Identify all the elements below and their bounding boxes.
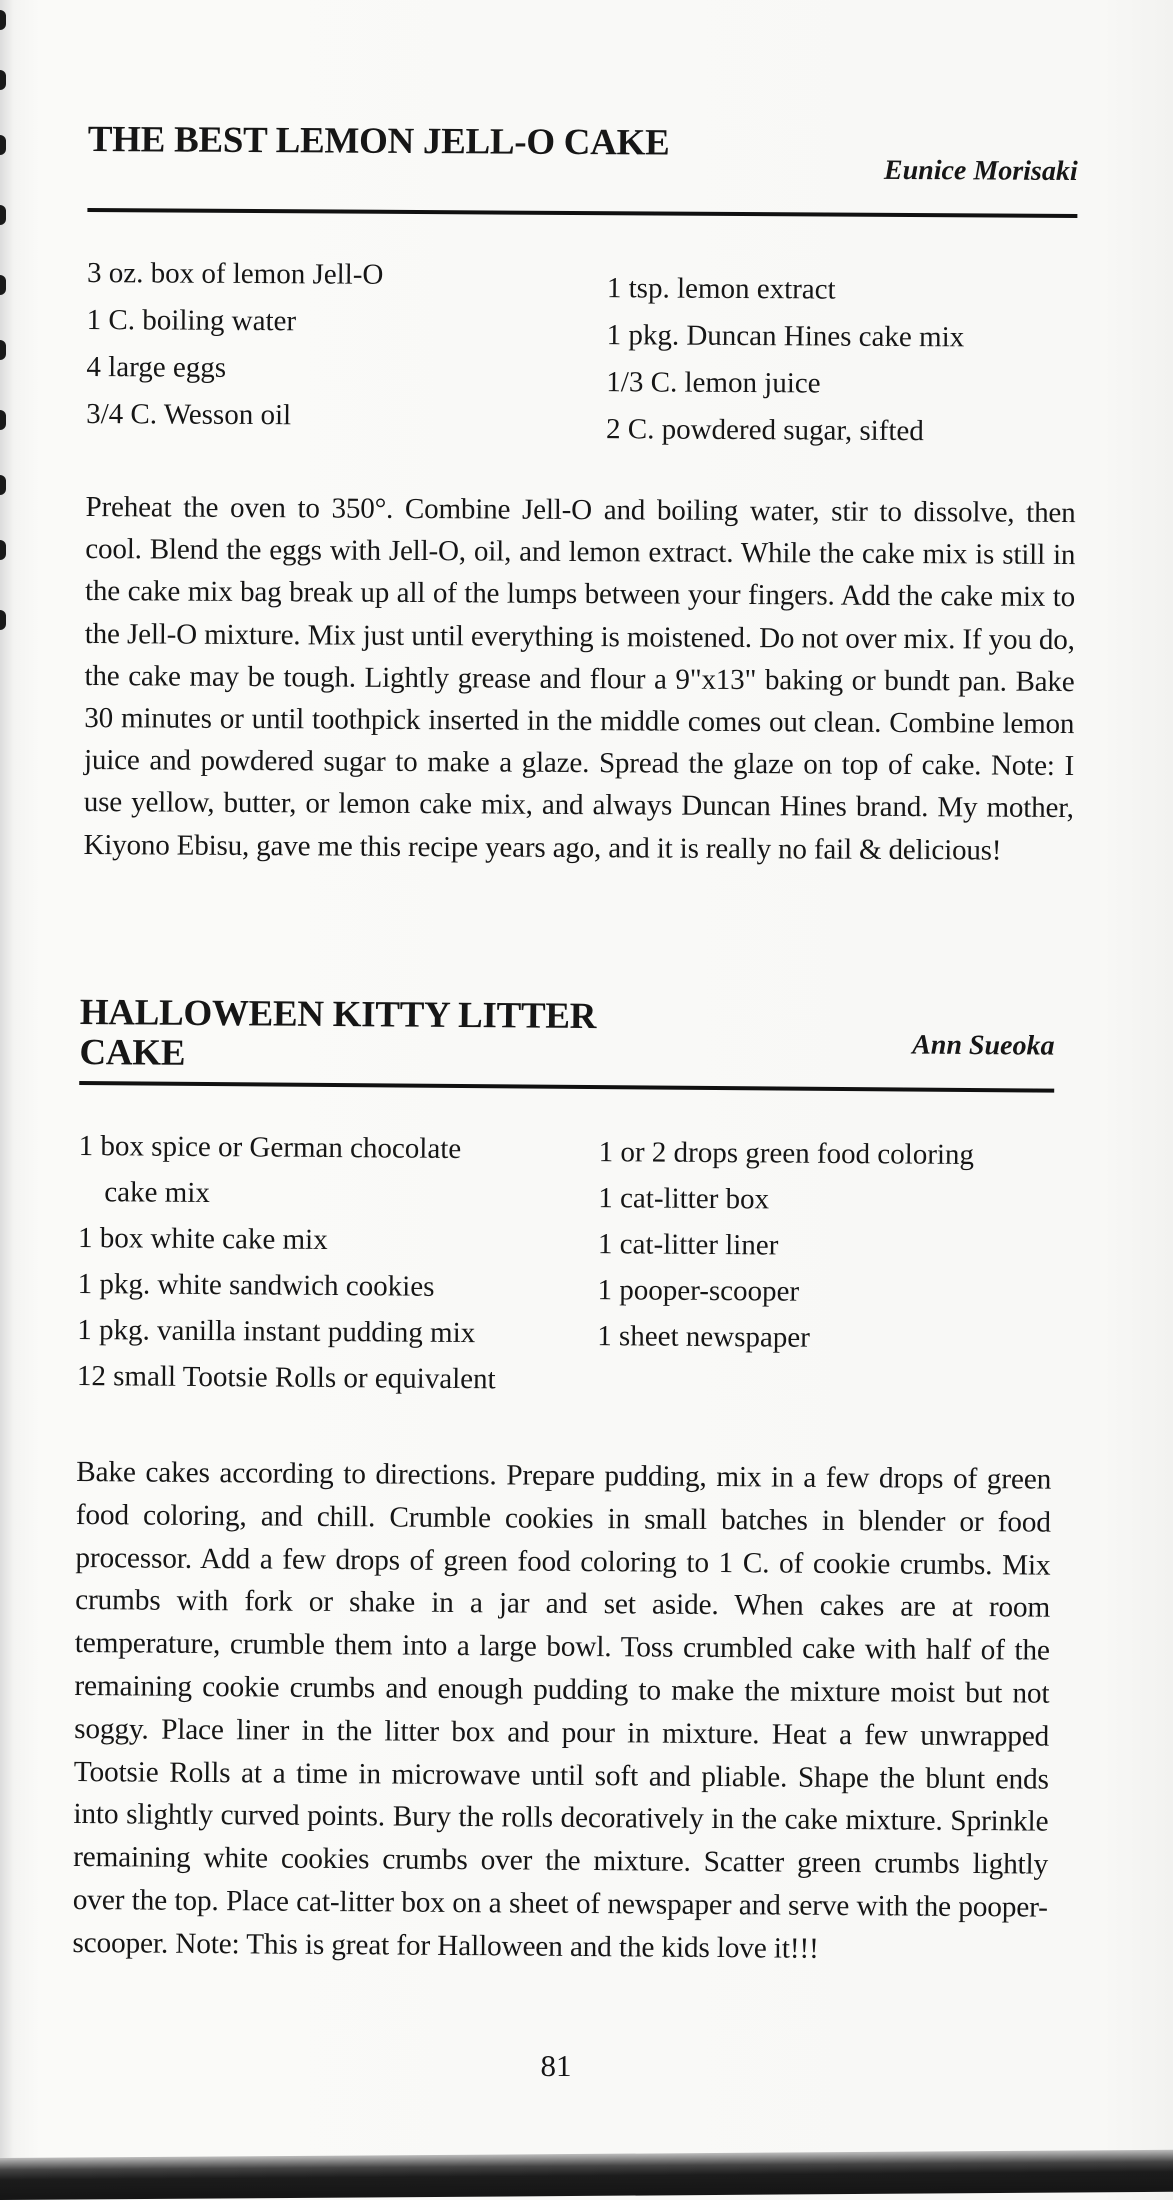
ingredient-item: 1 sheet newspaper [597, 1320, 810, 1354]
recipe-method: Preheat the oven to 350°. Combine Jell-O and boiling water, stir to dissolve, then cool. Blend the eggs with Jell-O, oil, and lemon extract. While the cake mix is still in the cake mix bag break up all of the lumps between your fingers. Add the cake mix to the Jell-O mixture. Mix just until everything is moistened. Do not over mix. If you do, the cake may be tough. Lightly grease and flour a 9"x13" baking or bundt pan. Bake 30 minutes or until toothpick inserted in the middle comes out clean. Combine lemon juice and powdered sugar to make a glaze. Spread the glaze on top of cake. Note: I use yellow, butter, or lemon cake mix, and always Duncan Hines brand. My mother, Kiyono Ebisu, gave me this recipe years ago, and it is really no fail & delicious! [83, 490, 1076, 867]
ingredient-item: 1 pkg. white sandwich cookies [77, 1267, 435, 1303]
ingredients-column-left [86, 250, 607, 453]
ingredients-column-right [606, 253, 1077, 456]
ingredients-list [77, 1123, 1054, 1407]
recipe-author: Eunice Morisaki [883, 154, 1078, 188]
ingredient-item: 1 pkg. vanilla instant pudding mix [77, 1313, 476, 1350]
recipe-title: HALLOWEEN KITTY LITTER CAKE [79, 991, 597, 1074]
page-bottom-shadow [0, 2150, 1173, 2200]
recipe-author: Ann Sueoka [912, 1029, 1055, 1062]
title-rule [79, 1081, 1054, 1093]
recipe-header [87, 112, 1078, 218]
ingredient-item [78, 1123, 599, 1219]
ingredient-item: 1 C. boiling water [86, 303, 297, 338]
ingredient-item: 2 C. powdered sugar, sifted [605, 413, 924, 448]
ingredient-item: 1 tsp. lemon extract [606, 272, 836, 306]
ingredient-item: 12 small Tootsie Rolls or equivalent [76, 1359, 496, 1396]
ingredients-list [86, 250, 1077, 456]
ingredient-continuation: cake mix [104, 1176, 210, 1210]
recipe-halloween-kitty-litter-cake [72, 985, 1055, 1972]
ingredient-item: 1 box white cake mix [77, 1221, 328, 1256]
recipe-method: Bake cakes according to directions. Prepare pudding, mix in a few drops of green food coloring, and chill. Crumble cookies in small batches in blender or food processor. Add a few drops of green food coloring to 1 C. of cookie crumbs. Mix crumbs with fork or shake in a jar and set aside. When cakes are at room temperature, crumble them into a large bowl. Toss crumbled cake with half of the remaining cookie crumbs and enough pudding to make the mixture moist but not soggy. Place liner in the litter box and pour in mixture. Heat a few unwrapped Tootsie Rolls at a time in microwave until soft and pliable. Shape the blunt ends into slightly curved points. Bury the rolls decoratively in the cake mixture. Sprinkle remaining white cookies crumbs over the mixture. Scatter green crumbs lightly over the top. Place cat-litter box on a sheet of newspaper and serve with the pooper-scooper. Note: This is great for Halloween and the kids love it!!! [72, 1455, 1052, 1965]
ingredient-item: 1 cat-litter box [598, 1182, 770, 1216]
ingredient-item: 1 cat-litter liner [597, 1228, 779, 1262]
recipe-header [79, 985, 1055, 1093]
recipe-lemon-jello-cake [83, 112, 1078, 872]
ingredients-column-left [77, 1123, 599, 1403]
ingredient-item: 1 pooper-scooper [597, 1274, 800, 1308]
ingredient-item: 3/4 C. Wesson oil [86, 397, 292, 432]
ingredient-item: 4 large eggs [86, 350, 227, 384]
ingredients-column-right [597, 1127, 1054, 1407]
ingredient-item: 1 or 2 drops green food coloring [598, 1136, 975, 1172]
page-number: 81 [540, 2048, 572, 2083]
ingredient-item: 3 oz. box of lemon Jell-O [86, 256, 384, 291]
title-rule [87, 208, 1077, 218]
ingredient-text: 1 box spice or German chocolate [78, 1129, 462, 1165]
ingredient-item: 1 pkg. Duncan Hines cake mix [606, 319, 965, 354]
ingredient-item: 1/3 C. lemon juice [606, 366, 821, 400]
binding-edge [0, 0, 10, 2200]
recipe-title: THE BEST LEMON JELL-O CAKE [87, 118, 670, 164]
